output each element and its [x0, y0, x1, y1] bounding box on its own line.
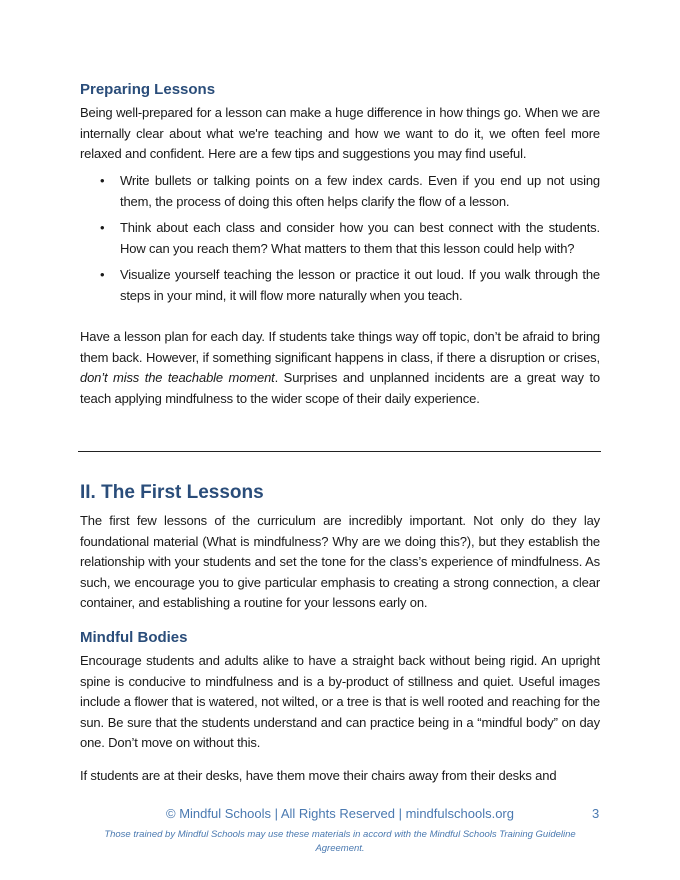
list-item-text: Visualize yourself teaching the lesson or practice it out loud. If you walk through the steps in your mind, it will flow more naturally when you teach.: [120, 267, 600, 303]
desks-paragraph: If students are at their desks, have them move their chairs away from their desks and: [80, 768, 557, 783]
usage-disclaimer: Those trained by Mindful Schools may use these materials in accord with the Mindful Schools Training Guideline Agreement.: [104, 829, 576, 854]
preparing-lessons-intro: Being well-prepared for a lesson can make a huge difference in how things go. When we are internally clear about what we're teaching and how we want to do it, we often feel more relaxed and confident. Here are a few tips and suggestions you may find useful.: [80, 105, 600, 161]
mindful-bodies-paragraph: Encourage students and adults alike to have a straight back without being rigid. An upright spine is conducive to mindfulness and is a by-product of stillness and quiet. Useful images include a flower that is watered, not wilted, or a tree is that is well rooted and reaching for the sun. Be sure that the students understand and can practice being in a “mindful body” on day one. Don’t move on without this.: [80, 653, 600, 750]
list-item: [80, 171, 600, 212]
first-lessons-heading: II. The First Lessons: [80, 482, 264, 503]
list-item-text: Think about each class and consider how you can best connect with the students. How can you reach them? What matters to them that this lesson could help with?: [120, 220, 600, 256]
first-lessons-paragraph: The first few lessons of the curriculum are incredibly important. Not only do they lay foundational material (What is mindfulness? Why are we doing this?), but they establish the relationship with your students and set the tone for the class’s experience of mindfulness. As such, we encourage you to give particular emphasis to creating a strong connection, a clear container, and establishing a routine for your lessons early on.: [80, 513, 600, 610]
list-item-text: Write bullets or talking points on a few index cards. Even if you end up not using them, the process of doing this often helps clarify the flow of a lesson.: [120, 173, 600, 209]
bullet-icon: •: [100, 173, 105, 188]
copyright-line: © Mindful Schools | All Rights Reserved | mindfulschools.org: [166, 806, 514, 821]
bullet-icon: •: [100, 220, 105, 235]
teachable-moment-emphasis: don’t miss the teachable moment: [80, 370, 275, 385]
mindful-bodies-heading: Mindful Bodies: [80, 629, 188, 646]
section-divider: [78, 451, 601, 452]
list-item: [80, 265, 600, 306]
list-item: [80, 218, 600, 259]
preparing-lessons-heading: Preparing Lessons: [80, 81, 216, 98]
page-number: 3: [592, 806, 600, 821]
lesson-plan-text: Have a lesson plan for each day. If students take things way off topic, don’t be afraid to bring them back. However, if something significant happens in class, if there a disruption or crises,: [80, 329, 600, 365]
bullet-icon: •: [100, 267, 105, 282]
tips-list: [80, 171, 600, 312]
lesson-plan-text-end: . Surprises and unplanned incidents are a great way to teach applying mindfulness to the wider scope of their daily experience.: [80, 370, 601, 406]
lesson-plan-paragraph: [80, 327, 600, 409]
